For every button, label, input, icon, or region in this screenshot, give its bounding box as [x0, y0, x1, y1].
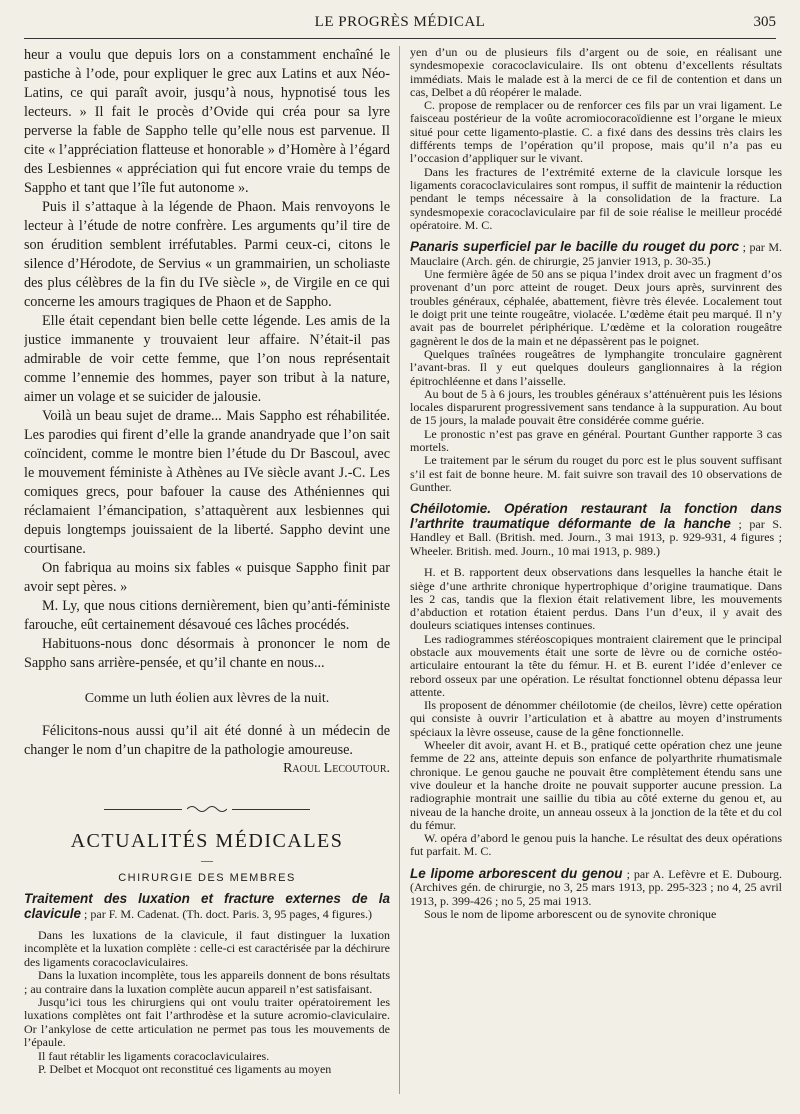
- article-title: Panaris superficiel par le bacille du rouget du porc: [410, 239, 740, 255]
- closing-paragraph: Félicitons-nous aussi qu’il ait été donné à un médecin de changer le nom d’un chapitre de la pathologie amoureuse.: [24, 723, 390, 758]
- verse-quote: Comme un luth éolien aux lèvres de la nuit.: [84, 691, 330, 706]
- article-reference: ; par S. Handley et Ball. (British. med. Journ., 3 mai 1913, p. 929-931, 4 figures ; Wheeler. British. med. Journ., 10 mai 1913, p. 989.): [410, 516, 782, 558]
- paragraph: H. et B. rapportent deux observations dans lesquelles la hanche était le siège d’une arthrite chronique hypertrophique d’origine traumatique. Dans les 2 cas, tandis que la flexion était relativement libre, les mouvements d’abduction et rotation étaient perdus. Dans l’un d’eux, il y avait des douleurs sciatiques intenses continues.: [410, 565, 782, 633]
- section-subtitle: CHIRURGIE DES MEMBRES: [118, 872, 296, 884]
- paragraph: C. propose de remplacer ou de renforcer ces fils par un vrai ligament. Le faisceau postérieur de la voûte acromiocoracoïdienne est l’organe le mieux situé pour cette ligamento-plastie. C. a fixé dans des dessins très clairs les différents temps de l’opération qu’il propose, mais qu’il n’a pas eu l’occasion d’appliquer sur le vivant.: [410, 98, 782, 166]
- column-divider: [399, 46, 400, 1094]
- running-header: [24, 10, 776, 39]
- author-signature: Raoul Lecoutour.: [283, 761, 390, 776]
- section-title: ACTUALITÉS MÉDICALES: [70, 830, 344, 852]
- paragraph: Le pronostic n’est pas grave en général. Pourtant Gunther rapporte 3 cas mortels.: [410, 426, 782, 455]
- paragraph: Jusqu’ici tous les chirurgiens qui ont voulu traiter opératoirement les luxations complètes ont fait l’arthrodèse et la suture acromio-claviculaire. Or l’ankylose de cette articulation ne permet pas tous les mouvements de l’épaule.: [24, 995, 390, 1050]
- paragraph: heur a voulu que depuis lors on a constamment enchaîné le pastiche à l’ode, pour expliquer le grec aux Latins et aux Néo-Latins, ce qui paraît avoir, jusqu’à nous, hypnotisé tous les lecteurs. » Il fait le procès d’Ovide qui créa pour sa lyre perverse la fable de Sappho telle qu’elle nous est parvenue. Il cite « l’appréciation flatteuse et honorable » d’Homère à l’égard des Lesbiennes « appréciation qui fut encore vraie du temps de Sappho et tant que l’île fut autonome ».: [24, 47, 390, 196]
- paragraph: yen d’un ou de plusieurs fils d’argent ou de soie, en réalisant une syndesmopexie coracoclaviculaire. Ils ont obtenu d’excellents résultats immédiats. Mais le malade est à la merci de ce fil de contention et dans un cas, Delbet a dû réopérer le malade.: [410, 46, 782, 99]
- journal-title: LE PROGRÈS MÉDICAL: [314, 14, 486, 30]
- paragraph: Dans la luxation incomplète, tous les appareils donnent de bons résultats ; au contraire dans la luxation complète aucun appareil n’est satisfaisant.: [24, 968, 390, 996]
- section-dash: —: [201, 853, 213, 867]
- paragraph: Wheeler dit avoir, avant H. et B., pratiqué cette opération chez une jeune femme de 22 ans, atteinte depuis son enfance de polyarthrite rhumatismale chronique. Le genou gauche ne pouvait être complètement étendu sans une vive douleur et la hanche droite ne pouvait supporter aucune pression. La radiographie montrait une saillie du tibia au côté externe du genou et, au niveau de la hanche droite, un anneau osseux à la jonction de la tête et du col du fémur.: [410, 738, 782, 832]
- paragraph: P. Delbet et Mocquot ont reconstitué ces ligaments au moyen: [38, 1062, 332, 1077]
- article-reference: ; par F. M. Cadenat. (Th. doct. Paris. 3, 95 pages, 4 figures.): [84, 906, 373, 921]
- article-title: Chéilotomie. Opération restaurant la fonction dans l’arthrite traumatique déformante de la hanche: [410, 501, 782, 531]
- left-column: [24, 46, 390, 1108]
- paragraph: Quelques traînées rougeâtres de lymphangite tronculaire gagnèrent l’avant-bras. Il y eut quelques douleurs ganglionnaires à la région épitrochléenne et dans l’aisselle.: [410, 346, 782, 388]
- paragraph: Ils proposent de dénommer chéilotomie (de cheilos, lèvre) cette opération qui consiste à ouvrir l’articulation et à abattre au moyen d’instruments spéciaux la lèvre osseuse, cause de la gêne fonctionnelle.: [410, 698, 782, 739]
- paragraph: Habituons-nous donc désormais à prononcer le nom de Sappho sans arrière-pensée, et qu’il chante en nous...: [24, 636, 390, 671]
- article-reference: ; par M. Mauclaire (Arch. gén. de chirurgie, 25 janvier 1913, p. 30-35.): [410, 240, 782, 268]
- paragraph: Il faut rétablir les ligaments coracoclaviculaires.: [38, 1048, 270, 1063]
- paragraph: W. opéra d’abord le genou puis la hanche. Le résultat des deux opérations fut parfait. M. C.: [410, 831, 782, 859]
- paragraph: Sous le nom de lipome arborescent ou de synovite chronique: [424, 907, 717, 922]
- article-heading: [410, 502, 782, 558]
- article-title: Le lipome arborescent du genou: [410, 865, 623, 881]
- ornament-divider: [24, 800, 390, 816]
- paragraph: Les radiogrammes stéréoscopiques montraient clairement que le principal obstacle aux mouvements était une sorte de lèvre ou de corniche ostéo-articulaire entourant la tête du fémur. H. et B. eurent l’idée d’enlever ce rebord osseux par une opération. Le résultat fonctionnel obtenu dépassa leur attente.: [410, 631, 782, 699]
- paragraph: Dans les luxations de la clavicule, il faut distinguer la luxation incomplète et la luxation complète : celle-ci est caractérisée par la déchirure des ligaments coracoclaviculaires.: [24, 928, 390, 969]
- paragraph: Le traitement par le sérum du rouget du porc est le plus souvent suffisant s’il est fait de bonne heure. M. fait suivre son travail des 10 observations de Gunther.: [410, 453, 782, 494]
- article-heading: [410, 867, 782, 909]
- paragraph: Une fermière âgée de 50 ans se piqua l’index droit avec un fragment d’os provenant d’un porc atteint de rouget. Deux jours après, survinrent des troubles généraux, céphalée, abattement, fièvre très élevée. Localement tout le doigt prit une teinte rougeâtre, violacée. L’œdème était peu marqué. Il n’y avait pas de bourrelet périphérique. L’œdème et la coloration rougeâtre gagnèrent le dos de la main et ne dépassèrent pas le poignet.: [410, 267, 782, 348]
- paragraph: Dans les fractures de l’extrémité externe de la clavicule lorsque les ligaments coracoclaviculaires sont rompus, il suffit de maintenir la réduction pendant le temps nécessaire à la consolidation de la fracture. La syndesmopexie coracoclaviculaire par fil de soie réalise le meilleur procédé opératoire. M. C.: [410, 164, 782, 232]
- paragraph: M. Ly, que nous citions dernièrement, bien qu’anti-féministe farouche, eût certainement désavoué ces lâches procédés.: [24, 598, 390, 633]
- article-reference: ; par A. Lefèvre et E. Dubourg. (Archives gén. de chirurgie, no 3, 25 mars 1913, pp. 295-323 ; no 4, 25 avril 1913, p. 399-426 ; no 5, 25 mai 1913.: [410, 866, 782, 908]
- paragraph: Voilà un beau sujet de drame... Mais Sappho est réhabilitée. Les parodies qui firent d’elle la grande anandryade que l’on sait coïncident, comme le montre bien l’étude du Dr Bascoul, avec le mouvement féministe à Athènes au IVe siècle avant J.-C. Les comiques grecs, pour bafouer la cause des Athéniennes qui réclamaient l’émancipation, s’attaquèrent aux lesbiennes qui depuis longtemps jouissaient de la liberté. Sappho devint une courtisane.: [24, 408, 390, 557]
- paragraph: Elle était cependant bien belle cette légende. Les amis de la justice immanente y trouvaient leur affaire. N’était-il pas admirable de voir cette femme, que l’on nous représentait comme l’ennemie des hommes, payer son tribut à la nature, aimer un volage et se suicider de jalousie.: [24, 313, 390, 405]
- page-number: 305: [753, 14, 776, 30]
- paragraph: Au bout de 5 à 6 jours, les troubles généraux s’atténuèrent puis les lésions locales disparurent progressivement sans tendance à la suppuration. Au bout de 15 jours, la malade pouvait être considérée comme guérie.: [410, 386, 782, 428]
- closing-block: [24, 722, 390, 778]
- article-title: Traitement des luxation et fracture externes de la clavicule: [24, 891, 390, 921]
- paragraph: Puis il s’attaque à la légende de Phaon. Mais renvoyons le lecteur à l’étude de notre confrère. Les arguments qu’il tire de son érudition semblent irréfutables. Parmi ceux-ci, citons le silence d’Hérodote, de Servius « un grammairien, un scholiaste des plus célèbres de la fin du IVe siècle », de Virgile en ce qui concerne les amours tragiques de Phaon et de Sappho.: [24, 199, 390, 310]
- article-heading: [24, 892, 390, 921]
- right-column: [410, 46, 782, 1108]
- article-heading: [410, 240, 782, 268]
- paragraph: On fabriqua au moins six fables « puisque Sappho finit par avoir sept pères. »: [24, 560, 390, 595]
